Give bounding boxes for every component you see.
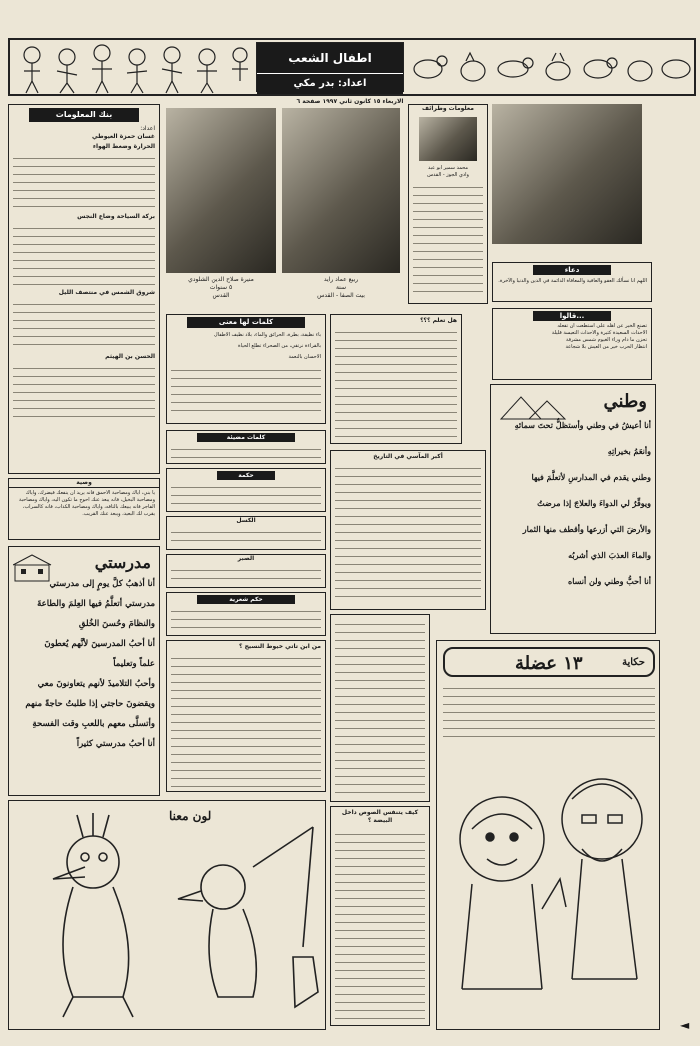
masthead-title: اطفال الشعب [257,43,403,74]
chick-title: كيف يتنفس الصوص داخل البيضة ؟ [341,809,419,824]
bright-words-header: كلمات مضيئة [197,433,295,442]
poem-left-line-3: والنظامَ وحُسنَ الخُلقِ [78,619,155,629]
child-photo-1 [282,108,400,273]
laziness-header: الكسل [236,517,256,524]
quotes-header: قالوا... [533,311,611,321]
patience-text [171,565,321,583]
history-box [330,450,486,610]
poem-right-line-5: والأرضَ التي أزرعها وأقطف منها الثمار [522,524,651,534]
words-header: كلمات لها معنى [187,317,305,328]
chick-article [330,806,430,1026]
chick-text [335,829,425,1019]
info-bank-author-label: اعداد: [140,125,155,132]
duaa-header: دعاء [533,265,611,275]
duck-fishing-drawing [13,807,323,1027]
story-title-banner [443,647,655,677]
poem-left-line-1: أنا أذهبُ كلَّ يومٍ إلى مدرستي [49,579,155,589]
info-bank-section [8,104,160,474]
photo-1-name: ربيع عماد رايد [323,276,359,283]
info-text [413,182,483,294]
poem-left-line-2: مدرستي أتعلَّمُ فيها العِلمَ والطاعةَ [37,599,155,609]
notes-text [335,619,425,797]
wisdom-small-text [171,482,321,508]
poem-left-lines [9,574,159,754]
info-bank-section-3: شروق الشمس في منتصف الليل [58,289,155,296]
poem-right-line-1: أنا أعيشُ في وطني وأستظلُّ تحتَ سمائهِ [514,420,651,430]
masthead-title-block [256,42,404,92]
poem-right-line-2: وأنعَمُ بخيراتِهِ [607,446,651,456]
photo-1-age: سنة [335,284,347,291]
laziness-box [166,516,326,550]
poetry-wisdom-text [171,606,321,632]
masthead [8,38,696,96]
story-illustration [442,749,656,1021]
photo-caption-2 [166,276,276,300]
info-bank-text-2 [13,223,155,287]
patience-box [166,554,326,588]
poetry-wisdom-box [166,592,326,636]
photo-2-age: ٥ سنوات [209,284,233,291]
did-you-know [330,314,462,444]
did-you-know-text [335,327,457,437]
poem-right-lines [491,412,655,594]
duaa-text: اللهم انا نسألك العفو والعافية والمعافاة الدائمة في الدين والدنيا والآخرة. [498,278,647,284]
words-section [166,314,326,424]
wisdom-text: يا بني، اياك ومصاحبة الاحمق فانه يريد ان ينفعك فيضرك، واياك ومصاحبة البخيل، فانه يبعد عنك احوج ما تكون اليه، واياك ومصاحبة الفاجر فانه يبيعك بالتافه، واياك ومصاحبة الكذاب، فانه كالسراب، يقرب لك البعيد، ويبعد عنك القريب. [18,490,155,517]
story-text [443,683,655,743]
poem-right-line-4: ويوفِّرُ لي الدواءَ والعلاجَ إذا مرضتُ [537,498,651,508]
info-bank-text-4 [13,363,155,423]
poem-right-line-6: والماءَ العذبَ الذي أشربُه [568,550,651,560]
coloring-caption: لون معنا [169,809,212,823]
story-title: ١٣ عضلة [515,653,583,674]
wisdom-header: وصية [9,479,159,488]
info-bank-header: بنك المعلومات [29,108,139,122]
page-marker-icon: ◄ [680,1018,690,1032]
did-you-know-title: هل تعلم ؟؟؟ [420,317,457,324]
info-bank-text-3 [13,299,155,351]
school-building-icon [13,553,53,583]
quotes-box [492,308,652,380]
silk-title: من ابن تاتي خيوط النسيج ؟ [239,643,321,650]
info-child-photo [419,117,477,161]
photo-caption-1 [282,276,400,300]
info-bank-author: غسان حمزة العيوطي [91,133,155,140]
words-body [171,365,321,411]
poem-right-line-7: أنا أحبُّ وطني ولن أنساه [568,576,651,586]
photo-1-location: بيت الصفا - القدس [317,292,365,299]
photo-2-location: القدس [212,292,230,299]
poem-left-line-4: أنا أحبُ المدرسينَ لأنَّهم يُعطونَ [44,639,155,649]
info-bank-section-2: بركة السياحة وضاع النجس [77,213,155,220]
story-badge: حكاية [622,657,645,668]
silk-text [171,653,321,787]
poem-left-line-5: علماً وتعليماً [113,659,155,669]
history-header: أكبر المآسي في التاريخ [373,453,443,460]
info-tidbits [408,104,488,304]
quote-3: تحزن ما دام وراء الغيوم شمس مشرقة [565,337,647,343]
history-text [335,463,481,603]
silk-article [166,640,326,792]
notes-column [330,614,430,802]
homeland-poem [490,384,656,634]
poem-left-line-7: ويقضونَ حاجتي إذا طلبتُ حاجةً منهم [25,699,155,709]
poem-right-line-3: وطني يقدم في المدارسِ لأتعلَّمَ فيها [531,472,651,482]
duaa-box [492,262,652,302]
wisdom-box [8,478,160,540]
quote-4: انتظار الحرب خير من العيش بلا شجاعة [565,344,647,350]
praying-boy-photo [492,104,642,244]
patience-header: الصبر [237,555,255,562]
coloring-cartoon [8,800,326,1030]
bright-words-text [171,444,321,460]
cartoon-animals-strip-right [408,41,694,95]
words-item-3: الاحسان بالنعمة [288,354,321,360]
laziness-text [171,527,321,545]
poem-left-line-6: وأحبُ التلاميذَ لأنهم يتعاونونَ معي [37,679,155,689]
poem-left-title: مدرستي [94,553,151,572]
quote-2: الاحداث السعيدة كثيرة والاحداث التعيسة قليلة [551,330,647,336]
info-name: محمد سمير ابو عبد [427,165,469,171]
masthead-dateline: الاربعاء ١٥ كانون ثاني ١٩٩٧ صفحة ٦ [296,98,404,105]
story-13-muscles [436,640,660,1030]
info-header: معلومات وطرائف [422,105,474,112]
pyramids-icon [499,391,569,421]
wisdom-small-box [166,468,326,512]
info-bank-section-1: الحرارة وضغط الهواء [92,143,155,150]
info-bank-section-4: الحسن بن الهيثم [105,353,155,360]
masthead-editor: اعداد: بدر مكي [257,74,403,94]
poem-right-title: وطني [603,391,647,412]
cartoon-kids-strip-left [12,41,252,95]
info-bank-text-1 [13,153,155,211]
photo-2-name: منيرة صلاح الدين الشلودي [188,276,254,283]
words-item-2: بالقراءة نرتقي، من الصحراء تطلع الحياة [238,343,321,349]
my-school-poem [8,546,160,796]
info-location: وادي الجوز - القدس [427,172,469,178]
words-item-1: باء نظيفة، بطرة، الحرائق والماء، بلاد نظيف الاطفال [214,332,321,338]
poetry-wisdom-header: حكم شعرية [197,595,295,604]
child-photo-2 [166,108,276,273]
quote-1: تصنع الخير عن اهله على استطعت ان تفعله [557,323,647,329]
wisdom-small-header: حكمة [217,471,275,480]
poem-left-line-9: أنا أحبُ مدرستي كثيراً [76,739,155,749]
bright-words-box [166,430,326,464]
poem-left-line-8: وأتسلَّى معهم باللعبِ وقت الفسحةِ [32,719,155,729]
